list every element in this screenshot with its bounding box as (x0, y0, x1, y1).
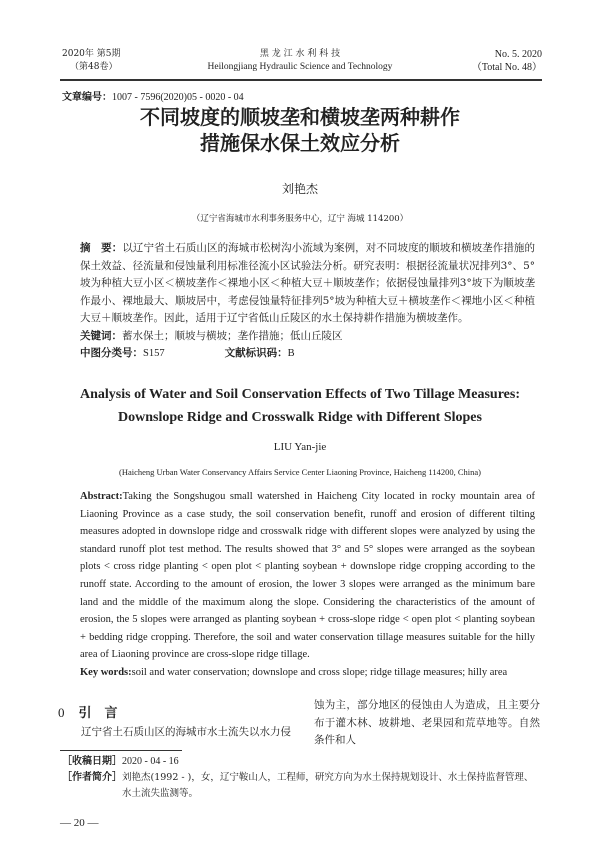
doc-code-value: B (287, 348, 295, 359)
issue-no: No. 5. 2020 (494, 49, 542, 60)
issue-line: 2020年 第5期 (62, 49, 121, 59)
abstract-cn-label: 摘 要： (80, 242, 123, 254)
author-en: LIU Yan-jie (273, 441, 327, 453)
bio-text: 刘艳杰(1992 - )，女，辽宁鞍山人，工程师，研究方向为水土保持规划设计、水土保持监督管理、水土流失监测等。 (122, 772, 534, 799)
keywords-cn (80, 328, 535, 346)
title-cn-line-1: 不同坡度的顺坡垄和横坡垄两种耕作 (140, 105, 460, 129)
volume-line: （第48卷） (70, 62, 118, 72)
keywords-en (80, 664, 535, 682)
journal-name (150, 48, 450, 74)
bio-label: ［作者简介］ (62, 772, 122, 783)
received-date (62, 754, 540, 770)
journal-name-cn: 黑 龙 江 水 利 科 技 (259, 49, 341, 59)
header-rule (60, 79, 542, 81)
journal-name-en: Heilongjiang Hydraulic Science and Technology (207, 62, 393, 72)
article-number (62, 88, 244, 103)
abstract-cn (80, 240, 535, 363)
received-label: ［收稿日期］ (62, 756, 122, 767)
page-number: — 20 — (60, 817, 99, 829)
clc-value: S157 (143, 348, 165, 359)
footnotes (62, 754, 540, 802)
section-heading (58, 702, 118, 721)
affiliation-en: (Haicheng Urban Water Conservancy Affairs Service Center Liaoning Province, Haicheng 114200, China) (119, 467, 481, 477)
keywords-cn-label: 关键词： (80, 329, 122, 342)
keywords-cn-text: 蓄水保土；顺坡与横坡；垄作措施；低山丘陵区 (122, 329, 343, 342)
title-en: Analysis of Water and Soil Conservation Effects of Two Tillage Measures: Downslope Ridge and Crosswalk Ridge with Different Slopes (80, 387, 520, 425)
section-number: 0 (58, 705, 65, 720)
body-left-column: 辽宁省土石质山区的海城市水土流失以水力侵 (81, 726, 291, 738)
abstract-en (80, 488, 535, 682)
body-right-column: 蚀为主，部分地区的侵蚀由人为造成，且主要分布于灌木林、坡耕地、老果园和荒草地等。自然条件和人 (314, 699, 540, 746)
classification (80, 345, 535, 363)
author-cn: 刘艳杰 (281, 182, 318, 196)
issue-number (472, 48, 542, 74)
keywords-en-label: Key words: (80, 666, 132, 678)
article-number-value: 1007 - 7596(2020)05 - 0020 - 04 (112, 92, 244, 103)
article-number-label: 文章编号： (62, 92, 112, 103)
abstract-en-text: Taking the Songshugou small watershed in Haicheng City located in rocky mountain area of Liaoning Province as a case study, the soil conservation benefit, runoff and erosion of different tilting measures adopted in downslope ridge and crosswalk ridge with different slopes were analyzed by using the standard runoff plot test method. The results showed that 3° and 5° slopes were arranged as the soybean plots < cross ridge planting < open plot < planting soybean + downslope ridge cropping according to the runoff state. According to the amount of erosion, the lower 3 slopes were arranged as the minimum bare land and the middle of the maximum along the slope. Considering the characteristics of the amount of erosion, the 5 slopes were arranged as planting soybean + cross-slope ridge < open plot < planting soybean + bedding ridge cropping. Therefore, the soil and water conservation tillage measures suitable for the hilly area of Liaoning province are cross-slope ridge tillage. (80, 491, 535, 661)
clc-label: 中图分类号： (80, 347, 143, 359)
title-cn (0, 104, 600, 156)
abstract-cn-text: 以辽宁省土石质山区的海城市松树沟小流域为案例，对不同坡度的顺坡和横坡垄作措施的保土效益、径流量和侵蚀量利用标准径流小区试验法分析。研究表明：根据径流量状况排列3°、5°坡为种植大豆小区＜横坡垄作＜裸地小区＜种植大豆＋顺坡垄作；依据侵蚀量排列3°坡下为顺坡垄作最小、裸地最大、顺坡居中，考虑侵蚀量特征排列5°坡为种植大豆＋横坡垄作＜裸地小区＜种植大豆＋顺坡垄作。因此，适用于辽宁省低山丘陵区的水土保持耕作措施为横坡垄作。 (80, 242, 536, 324)
section-title: 引 言 (78, 706, 118, 721)
author-bio (62, 770, 540, 802)
title-cn-line-2: 措施保水保土效应分析 (200, 131, 400, 155)
abstract-en-label: Abstract: (80, 491, 123, 502)
footnote-rule (60, 750, 182, 751)
received-value: 2020 - 04 - 16 (122, 756, 179, 767)
affiliation-cn: （辽宁省海城市水利事务服务中心，辽宁 海城 114200） (191, 214, 409, 224)
keywords-en-text: soil and water conservation; downslope and cross slope; ridge tillage measures; hilly area (131, 666, 508, 678)
doc-code-label: 文献标识码： (224, 347, 288, 359)
total-no: （Total No. 48） (471, 62, 542, 73)
issue-info (62, 48, 121, 74)
